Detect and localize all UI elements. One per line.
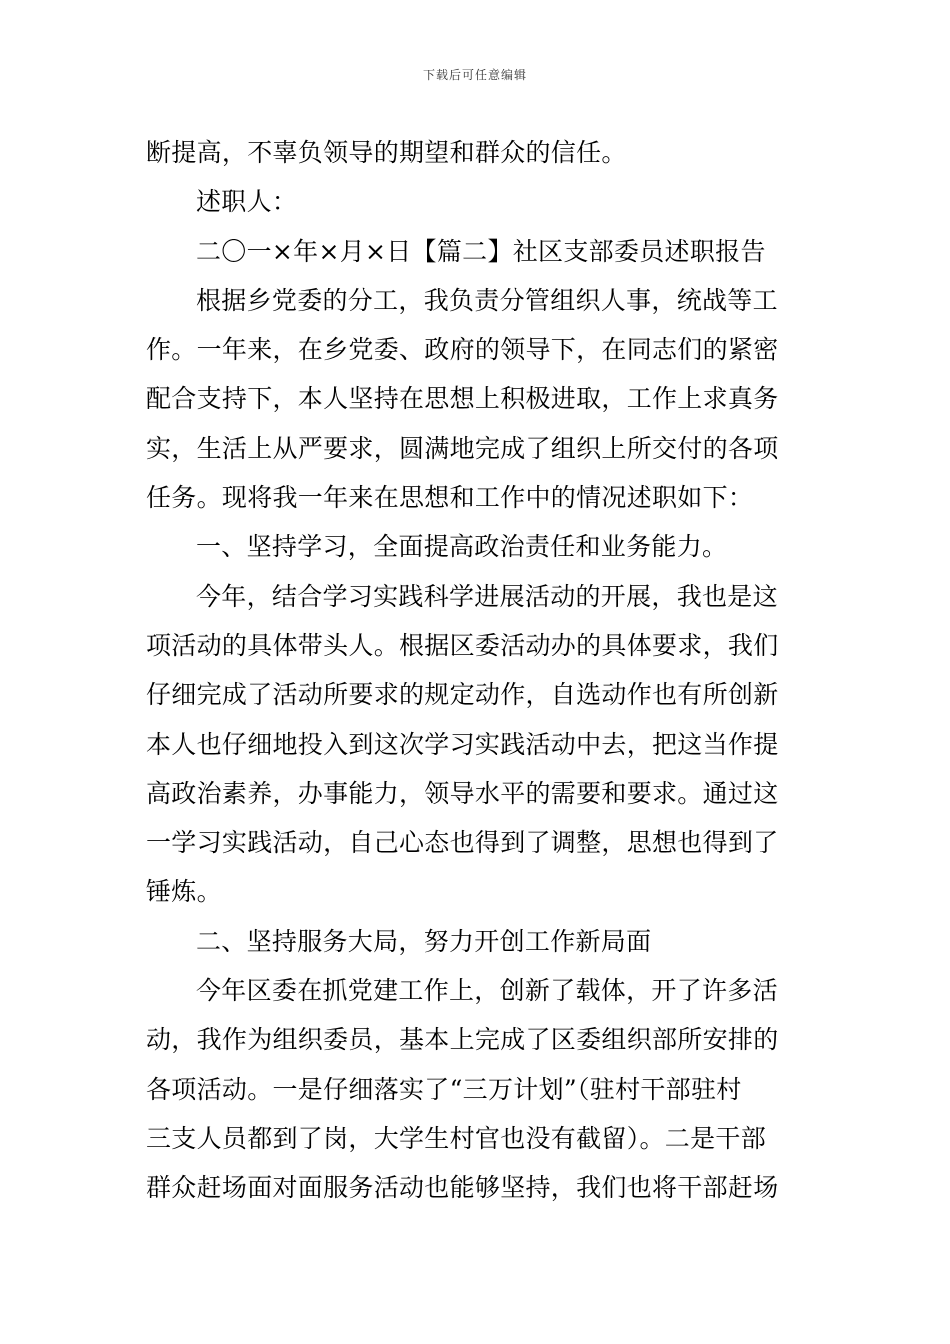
text-line: 一学习实践活动，自己心态也得到了调整，思想也得到了: [146, 828, 779, 858]
text-line: 动，我作为组织委员，基本上完成了区委组织部所安排的: [146, 1025, 779, 1055]
text-line: 项活动的具体带头人。根据区委活动办的具体要求，我们: [146, 630, 779, 660]
page-header-note: 下载后可任意编辑: [422, 68, 527, 82]
text-line: 根据乡党委的分工，我负责分管组织人事，统战等工: [196, 285, 778, 315]
text-line: 二〇一×年×月×日【篇二】社区支部委员述职报告: [196, 236, 766, 266]
text-line: 述职人：: [196, 187, 298, 217]
text-line: 仔细完成了活动所要求的规定动作，自选动作也有所创新: [146, 680, 779, 710]
text-line: 群众赶场面对面服务活动也能够坚持，我们也将干部赶场: [146, 1173, 779, 1203]
section-heading: 一、坚持学习，全面提高政治责任和业务能力。: [196, 532, 728, 562]
text-line: 各项活动。一是仔细落实了“三万计划”（驻村干部驻村: [146, 1074, 742, 1104]
text-line: 作。一年来，在乡党委、政府的领导下，在同志们的紧密: [146, 335, 779, 365]
text-line: 断提高，不辜负领导的期望和群众的信任。: [146, 138, 627, 167]
text-line: 今年，结合学习实践科学进展活动的开展，我也是这: [196, 581, 778, 611]
text-line: 高政治素养，办事能力，领导水平的需要和要求。通过这: [146, 778, 779, 808]
text-line: 配合支持下，本人坚持在思想上积极进取，工作上求真务: [146, 384, 779, 414]
text-line: 锤炼。: [146, 877, 222, 907]
document-body: [146, 128, 811, 1213]
text-line: 三支人员都到了岗，大学生村官也没有截留）。二是干部: [146, 1123, 767, 1153]
text-line: 今年区委在抓党建工作上，创新了载体，开了许多活: [196, 976, 778, 1006]
text-line: 本人也仔细地投入到这次学习实践活动中去，把这当作提: [146, 729, 779, 759]
text-line: 实，生活上从严要求，圆满地完成了组织上所交付的各项: [146, 433, 779, 463]
section-heading: 二、坚持服务大局，努力开创工作新局面: [196, 926, 652, 956]
text-line: 任务。现将我一年来在思想和工作中的情况述职如下：: [146, 483, 754, 513]
